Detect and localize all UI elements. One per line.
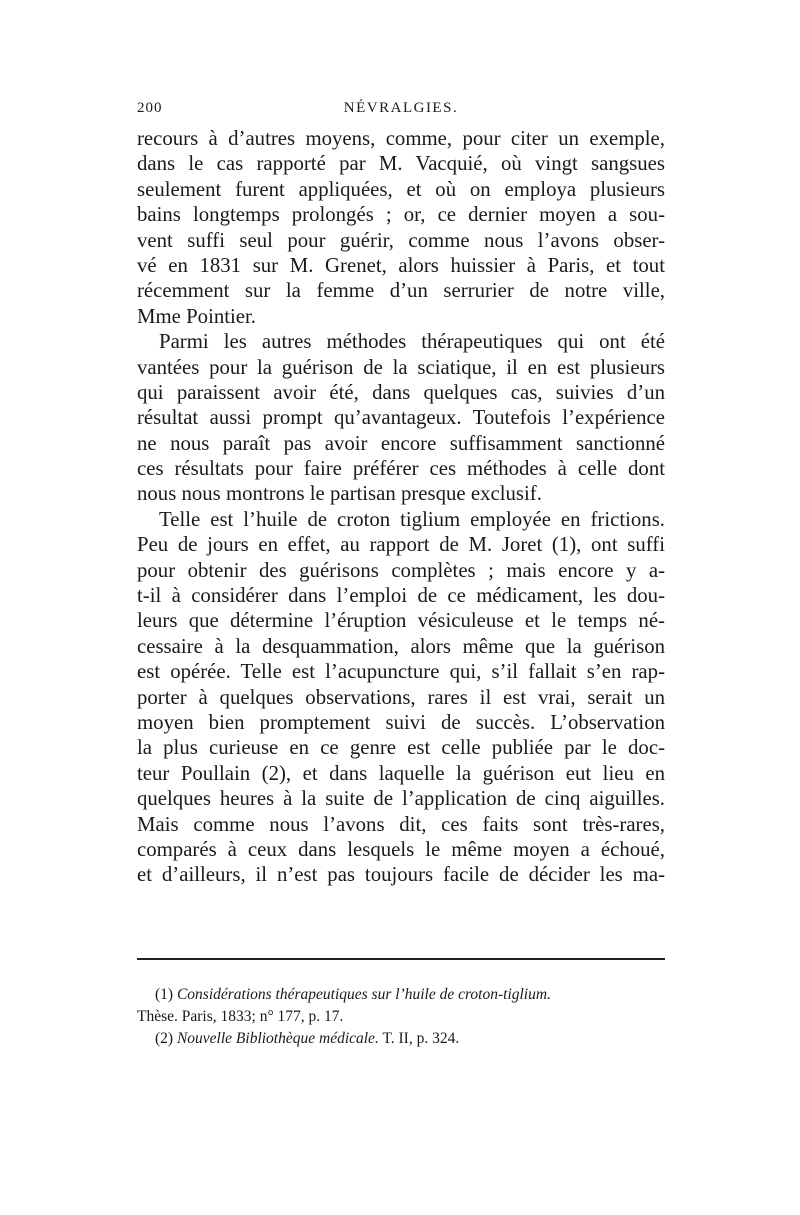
running-title: NÉVRALGIES. [343, 100, 459, 116]
text-line: pour obtenir des guérisons complètes ; mais encore y a- [137, 558, 665, 582]
text-line: vent suffi seul pour guérir, comme nous l’avons obser- [137, 228, 665, 252]
paragraph-start-line: Telle est l’huile de croton tiglium employée en frictions. [159, 507, 665, 531]
text-line: nous nous montrons le partisan presque exclusif. [137, 482, 542, 506]
page-number: 200 [137, 100, 163, 116]
body-text [137, 126, 665, 888]
text-line: comparés à ceux dans lesquels le même moyen a échoué, [137, 837, 665, 861]
text-line: résultat aussi prompt qu’avantageux. Toutefois l’expérience [137, 406, 665, 430]
text-line: et d’ailleurs, il n’est pas toujours facile de décider les ma- [137, 863, 665, 887]
text-line: est opérée. Telle est l’acupuncture qui, s’il fallait s’en rap- [137, 660, 665, 684]
text-line: la plus curieuse en ce genre est celle publiée par le doc- [137, 736, 665, 760]
footnote-2 [155, 1028, 665, 1050]
text-line: seulement furent appliquées, et où on employa plusieurs [137, 177, 665, 201]
text-line: vantées pour la guérison de la sciatique, il en est plusieurs [137, 355, 665, 379]
text-line: cessaire à la desquammation, alors même que la guérison [137, 634, 665, 658]
text-line: récemment sur la femme d’un serrurier de notre ville, [137, 279, 665, 303]
footnote-title: Considérations thérapeutiques sur l’huile de croton-tiglium. [176, 986, 551, 1003]
text-line: dans le cas rapporté par M. Vacquié, où vingt sangsues [137, 152, 665, 176]
text-line: ces résultats pour faire préférer ces méthodes à celle dont [137, 457, 665, 481]
page-header [137, 98, 665, 122]
text-line: vé en 1831 sur M. Grenet, alors huissier à Paris, et tout [137, 253, 665, 277]
text-line: ne nous paraît pas avoir encore suffisamment sanctionné [137, 431, 665, 455]
footnote-1 [155, 984, 665, 1006]
footnote-rule [137, 958, 665, 960]
footnote-1-continuation: Thèse. Paris, 1833; n° 177, p. 17. [137, 1008, 344, 1025]
footnote-marker: (1) [155, 986, 174, 1003]
text-line: recours à d’autres moyens, comme, pour citer un exemple, [137, 127, 665, 150]
text-line: qui paraissent avoir été, dans quelques cas, suivies d’un [137, 380, 665, 404]
text-line: bains longtemps prolongés ; or, ce dernier moyen a sou- [137, 203, 665, 227]
paragraph-start-line: Parmi les autres méthodes thérapeutiques qui ont été [159, 330, 665, 354]
footnote-ref: T. II, p. 324. [382, 1030, 460, 1047]
footnote-title: Nouvelle Bibliothèque médicale. [176, 1030, 379, 1047]
footnote-marker: (2) [155, 1030, 174, 1047]
text-line: quelques heures à la suite de l’application de cinq aiguilles. [137, 787, 665, 811]
text-line: Mme Pointier. [137, 304, 257, 328]
text-line: moyen bien promptement suivi de succès. L’observation [137, 710, 665, 734]
text-line: teur Poullain (2), et dans laquelle la guérison eut lieu en [137, 761, 665, 785]
text-line: t-il à considérer dans l’emploi de ce médicament, les dou- [137, 584, 665, 608]
text-line: Peu de jours en effet, au rapport de M. Joret (1), ont suffi [137, 533, 665, 557]
footnotes [137, 984, 665, 1050]
text-line: porter à quelques observations, rares il est vrai, serait un [137, 685, 665, 709]
text-line: Mais comme nous l’avons dit, ces faits sont très-rares, [137, 812, 665, 836]
text-line: leurs que détermine l’éruption vésiculeuse et le temps né- [137, 609, 665, 633]
